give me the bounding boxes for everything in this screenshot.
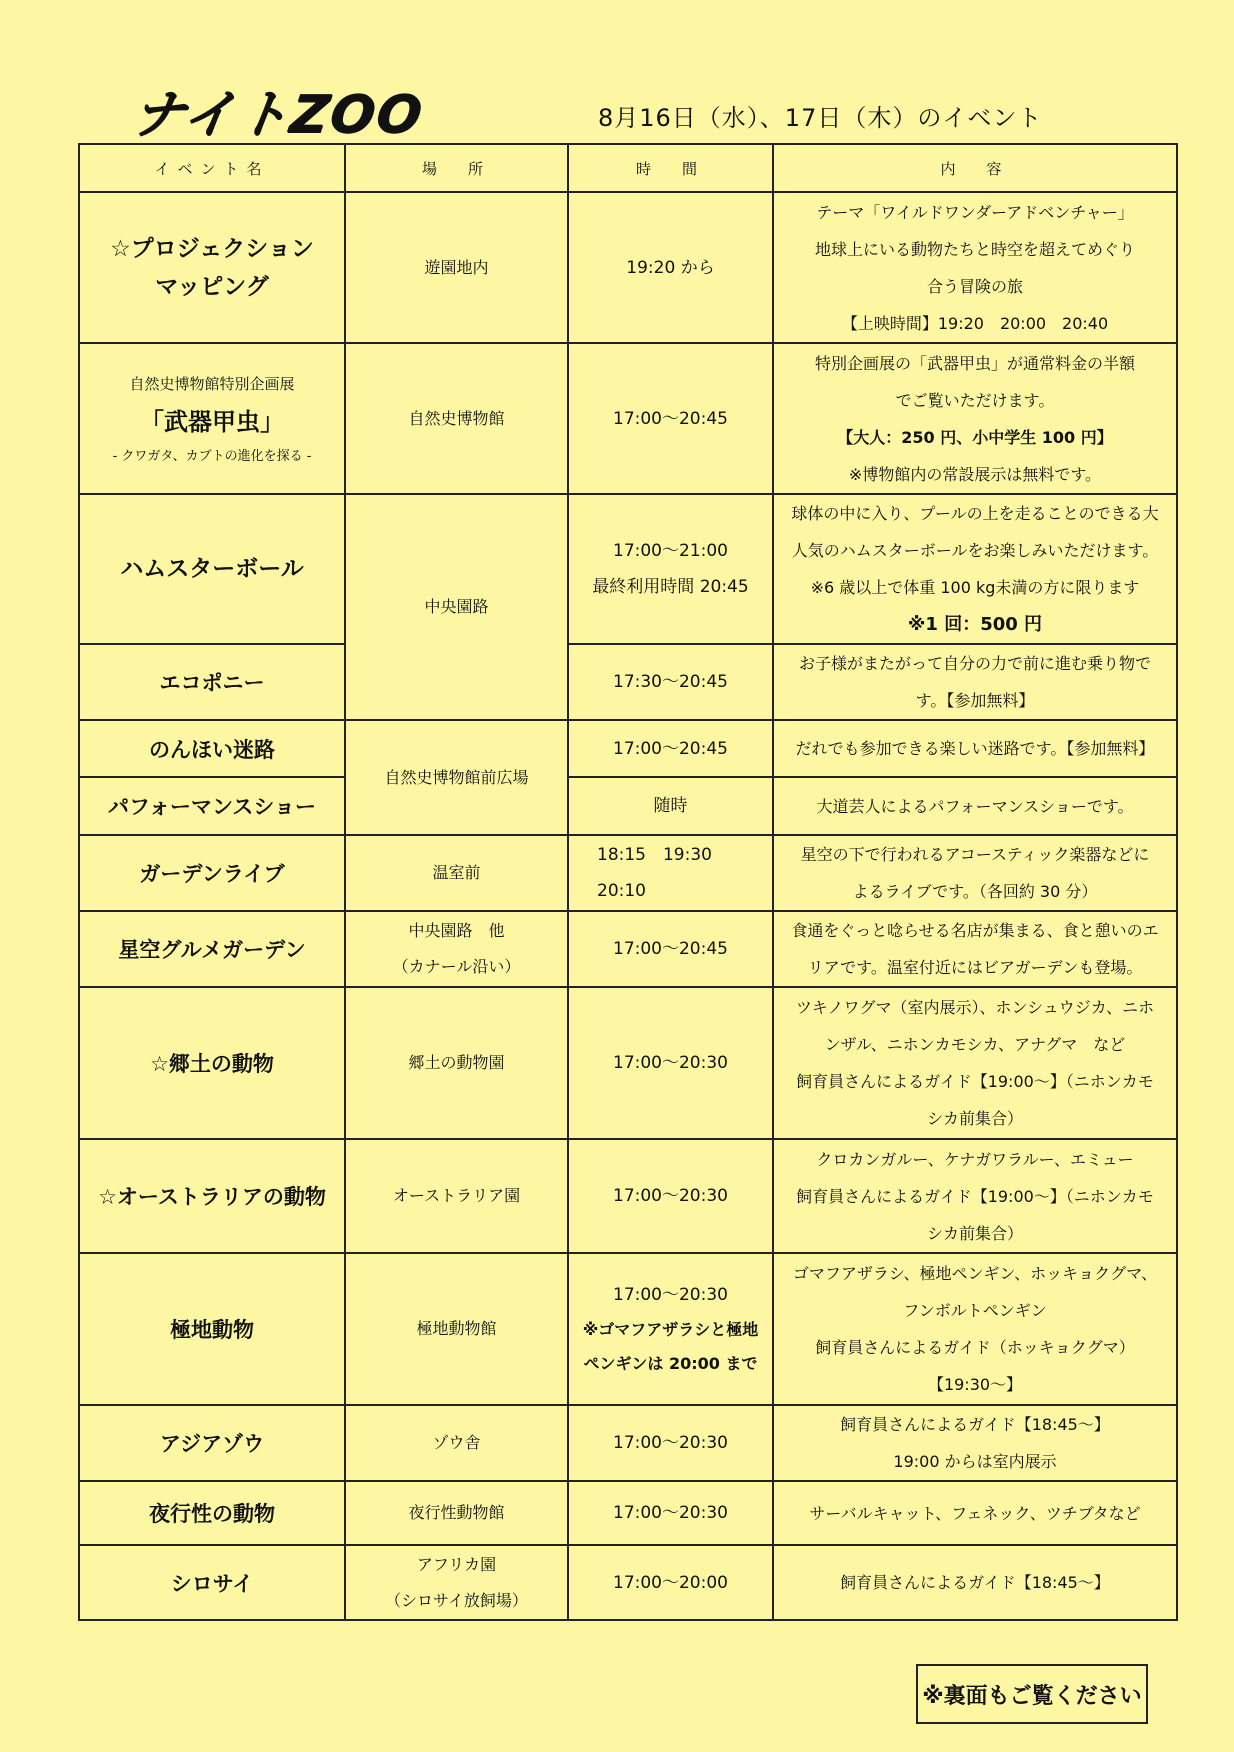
table-row bbox=[79, 343, 1177, 494]
event-name: 極地動物 bbox=[79, 1253, 345, 1405]
see-reverse-note: ※裏面もご覧ください bbox=[916, 1664, 1148, 1724]
event-time: 17:00〜20:30 bbox=[568, 1405, 773, 1481]
event-time: 17:00〜20:45 bbox=[568, 720, 773, 777]
table-row bbox=[79, 1405, 1177, 1481]
event-time: 19:20 から bbox=[568, 192, 773, 343]
event-name: アジアゾウ bbox=[79, 1405, 345, 1481]
event-content: 特別企画展の「武器甲虫」が通常料金の半額 でご覧いただけます。 【大人：250 円、小中学生 100 円】 ※博物館内の常設展示は無料です。 bbox=[773, 343, 1177, 494]
event-name: エコポニー bbox=[79, 644, 345, 720]
event-time: 17:00〜20:30 bbox=[568, 987, 773, 1139]
table-row bbox=[79, 644, 1177, 720]
event-content: 大道芸人によるパフォーマンスショーです。 bbox=[773, 777, 1177, 835]
table-header-row bbox=[79, 144, 1177, 192]
event-name: シロサイ bbox=[79, 1545, 345, 1620]
event-name: のんほい迷路 bbox=[79, 720, 345, 777]
event-place: 極地動物館 bbox=[345, 1253, 568, 1405]
event-place: ゾウ舎 bbox=[345, 1405, 568, 1481]
event-time: 17:00〜20:30 ※ゴマフアザラシと極地 ペンギンは 20:00 まで bbox=[568, 1253, 773, 1405]
event-name: ハムスターボール bbox=[79, 494, 345, 644]
event-place: オーストラリア園 bbox=[345, 1139, 568, 1253]
column-header-time: 時 間 bbox=[568, 144, 773, 192]
table-row bbox=[79, 911, 1177, 987]
table-row bbox=[79, 1253, 1177, 1405]
event-place: 夜行性動物館 bbox=[345, 1481, 568, 1545]
event-place: 郷土の動物園 bbox=[345, 987, 568, 1139]
event-place: 温室前 bbox=[345, 835, 568, 911]
event-content: ツキノワグマ（室内展示）、ホンシュウジカ、ニホ ンザル、ニホンカモシカ、アナグマ など 飼育員さんによるガイド【19:00〜】（ニホンカモ シカ前集合） bbox=[773, 987, 1177, 1139]
event-name: ☆オーストラリアの動物 bbox=[79, 1139, 345, 1253]
table-row bbox=[79, 192, 1177, 343]
column-header-event: イベント名 bbox=[79, 144, 345, 192]
event-content: 食通をぐっと唸らせる名店が集まる、食と憩いのエ リアです。温室付近にはビアガーデンも登場。 bbox=[773, 911, 1177, 987]
table-row bbox=[79, 494, 1177, 644]
event-name: 自然史博物館特別企画展 「武器甲虫」 - クワガタ、カブトの進化を探る - bbox=[79, 343, 345, 494]
event-time: 17:00〜20:45 bbox=[568, 343, 773, 494]
table-row bbox=[79, 777, 1177, 835]
event-content: クロカンガルー、ケナガワラルー、エミュー 飼育員さんによるガイド【19:00〜】（ニホンカモ シカ前集合） bbox=[773, 1139, 1177, 1253]
event-place: 中央園路 他 （カナール沿い） bbox=[345, 911, 568, 987]
table-row bbox=[79, 987, 1177, 1139]
event-table bbox=[78, 143, 1178, 1621]
event-content: 飼育員さんによるガイド【18:45〜】 bbox=[773, 1545, 1177, 1620]
event-name: ガーデンライブ bbox=[79, 835, 345, 911]
table-row bbox=[79, 1545, 1177, 1620]
table-row bbox=[79, 720, 1177, 777]
table-row bbox=[79, 1481, 1177, 1545]
event-content: ゴマフアザラシ、極地ペンギン、ホッキョクグマ、 フンボルトペンギン 飼育員さんによるガイド（ホッキョクグマ） 【19:30〜】 bbox=[773, 1253, 1177, 1405]
table-row bbox=[79, 1139, 1177, 1253]
event-content: 飼育員さんによるガイド【18:45〜】 19:00 からは室内展示 bbox=[773, 1405, 1177, 1481]
event-time: 17:30〜20:45 bbox=[568, 644, 773, 720]
event-dates: 8月16日（水）、17日（木）のイベント bbox=[598, 104, 1043, 132]
event-time: 17:00〜20:30 bbox=[568, 1481, 773, 1545]
event-place: 自然史博物館 bbox=[345, 343, 568, 494]
event-time: 18:15 19:30 20:10 bbox=[568, 835, 773, 911]
event-name: パフォーマンスショー bbox=[79, 777, 345, 835]
event-name: 夜行性の動物 bbox=[79, 1481, 345, 1545]
event-name: ☆郷土の動物 bbox=[79, 987, 345, 1139]
event-content: テーマ「ワイルドワンダーアドベンチャー」 地球上にいる動物たちと時空を超えてめぐり 合う冒険の旅 【上映時間】19:20 20:00 20:40 bbox=[773, 192, 1177, 343]
column-header-place: 場 所 bbox=[345, 144, 568, 192]
event-place: 遊園地内 bbox=[345, 192, 568, 343]
event-place: 自然史博物館前広場 bbox=[345, 720, 568, 835]
event-time: 17:00〜20:00 bbox=[568, 1545, 773, 1620]
event-time: 随時 bbox=[568, 777, 773, 835]
event-time: 17:00〜20:30 bbox=[568, 1139, 773, 1253]
page-header bbox=[0, 0, 1234, 145]
event-content: だれでも参加できる楽しい迷路です。【参加無料】 bbox=[773, 720, 1177, 777]
event-time: 17:00〜21:00 最終利用時間 20:45 bbox=[568, 494, 773, 644]
event-place: 中央園路 bbox=[345, 494, 568, 720]
event-content: 球体の中に入り、プールの上を走ることのできる大 人気のハムスターボールをお楽しみいただけます。 ※6 歳以上で体重 100 kg未満の方に限ります ※1 回：500 円 bbox=[773, 494, 1177, 644]
table-row bbox=[79, 835, 1177, 911]
event-name: ☆プロジェクション マッピング bbox=[79, 192, 345, 343]
event-name: 星空グルメガーデン bbox=[79, 911, 345, 987]
event-content: サーバルキャット、フェネック、ツチブタなど bbox=[773, 1481, 1177, 1545]
column-header-content: 内 容 bbox=[773, 144, 1177, 192]
event-place: アフリカ園 （シロサイ放飼場） bbox=[345, 1545, 568, 1620]
event-time: 17:00〜20:45 bbox=[568, 911, 773, 987]
event-content: 星空の下で行われるアコースティック楽器などに よるライブです。（各回約 30 分） bbox=[773, 835, 1177, 911]
night-zoo-logo: ナイトZOO bbox=[128, 85, 427, 145]
event-content: お子様がまたがって自分の力で前に進む乗り物で す。【参加無料】 bbox=[773, 644, 1177, 720]
